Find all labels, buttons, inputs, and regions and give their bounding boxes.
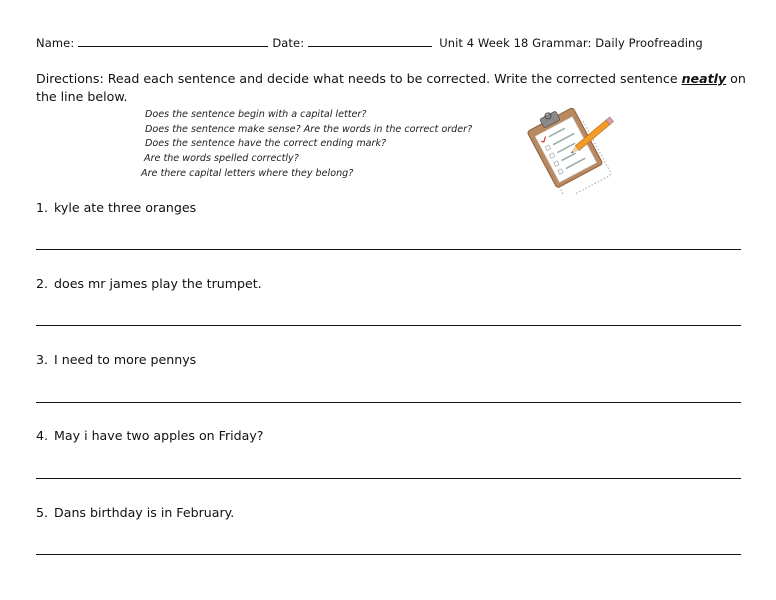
sentence bbox=[36, 276, 742, 292]
clipboard-with-pencil-icon bbox=[524, 104, 624, 194]
directions-text: Directions: Read each sentence and decide what needs to be corrected. Write the corrected sentence bbox=[36, 71, 682, 86]
answer-line[interactable] bbox=[36, 249, 741, 250]
sentence-text: I need to more pennys bbox=[54, 352, 197, 367]
answer-line[interactable] bbox=[36, 554, 741, 555]
checklist-item: Does the sentence begin with a capital letter? bbox=[145, 109, 367, 120]
date-label: Date: bbox=[272, 36, 305, 50]
directions-text-end: on the line below. bbox=[36, 71, 746, 104]
item-number: 4. bbox=[36, 428, 49, 443]
checklist-item: Are there capital letters where they belong? bbox=[141, 167, 354, 179]
sentence-text: kyle ate three oranges bbox=[54, 200, 197, 215]
answer-line[interactable] bbox=[36, 402, 741, 403]
directions bbox=[36, 70, 756, 106]
sentence-text: does mr james play the trumpet. bbox=[54, 276, 262, 291]
proofreading-item-5 bbox=[36, 505, 742, 521]
date-field[interactable] bbox=[308, 36, 432, 47]
answer-line[interactable] bbox=[36, 478, 741, 479]
name-field[interactable] bbox=[78, 36, 268, 47]
worksheet-title: Unit 4 Week 18 Grammar: Daily Proofreading bbox=[439, 36, 703, 50]
sentence-text: Dans birthday is in February. bbox=[54, 505, 235, 520]
answer-line[interactable] bbox=[36, 325, 741, 326]
proofreading-item-2 bbox=[36, 276, 742, 292]
sentence bbox=[36, 200, 742, 216]
sentence-text: May i have two apples on Friday? bbox=[54, 428, 264, 443]
checklist-item: Does the sentence make sense? Are the words in the correct order? bbox=[145, 123, 473, 135]
name-label: Name: bbox=[36, 36, 75, 50]
proofreading-item-3 bbox=[36, 352, 742, 368]
checklist-item: Are the words spelled correctly? bbox=[144, 153, 299, 165]
item-number: 5. bbox=[36, 505, 49, 520]
sentence bbox=[36, 428, 742, 444]
proofreading-item-4 bbox=[36, 428, 742, 444]
sentence bbox=[36, 352, 742, 368]
item-number: 3. bbox=[36, 352, 49, 367]
directions-emphasis: neatly bbox=[681, 71, 727, 86]
checklist-item: Does the sentence have the correct ending mark? bbox=[145, 138, 387, 150]
proofreading-checklist bbox=[140, 108, 472, 182]
item-number: 1. bbox=[36, 200, 49, 215]
item-number: 2. bbox=[36, 276, 49, 291]
sentence bbox=[36, 505, 742, 521]
proofreading-item-1 bbox=[36, 200, 742, 216]
worksheet-header bbox=[36, 36, 703, 50]
